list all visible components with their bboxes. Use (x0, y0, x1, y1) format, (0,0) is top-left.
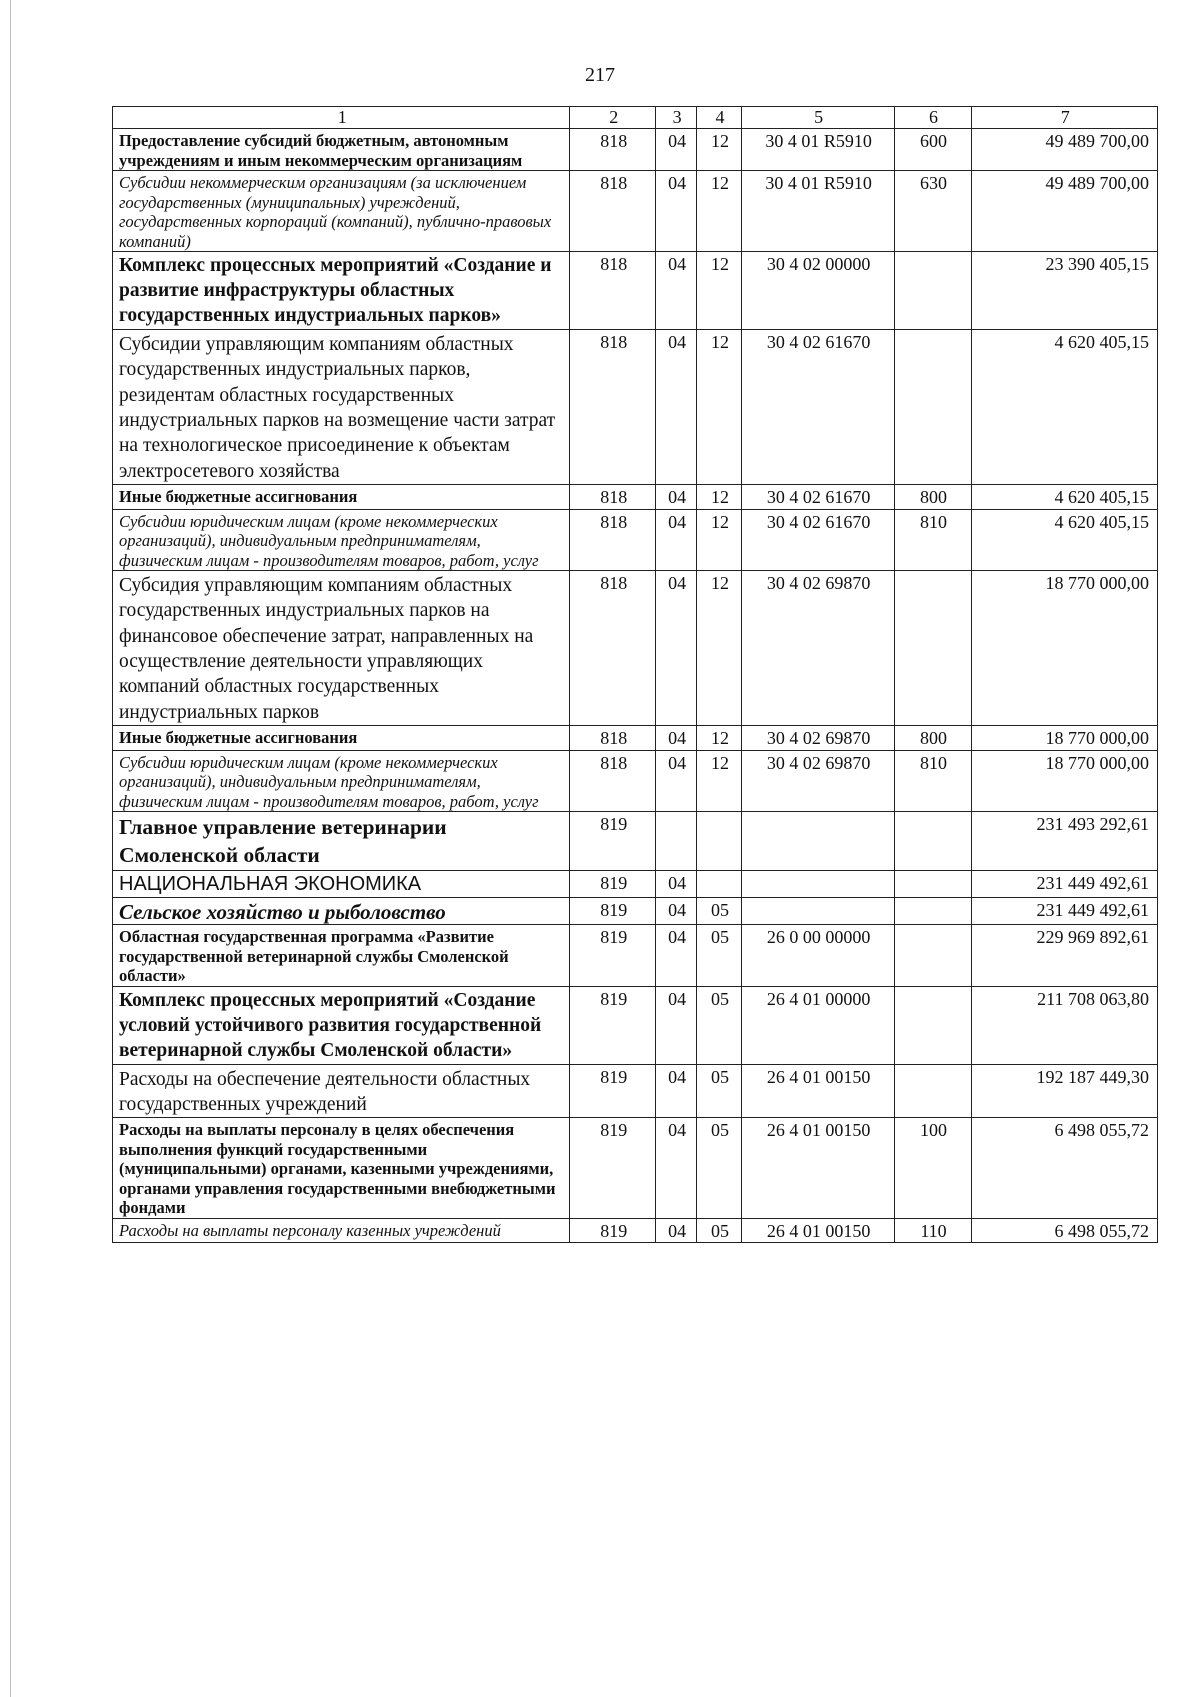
table-row (113, 750, 1158, 811)
subsection-code-cell: 12 (697, 129, 741, 171)
table-row (113, 129, 1158, 171)
scan-edge-line (10, 0, 11, 1697)
section-code-cell: 04 (656, 870, 697, 897)
subsection-code-cell (697, 812, 741, 871)
expense-type-cell (894, 897, 971, 925)
subsection-code-cell: 12 (697, 570, 741, 725)
page-number: 217 (585, 64, 615, 86)
section-code-cell: 04 (656, 329, 697, 484)
section-code-cell: 04 (656, 925, 697, 986)
amount-cell: 229 969 892,61 (971, 925, 1158, 986)
target-article-cell: 30 4 02 61670 (741, 329, 894, 484)
ved-code-cell: 818 (570, 726, 656, 751)
table-row (113, 329, 1158, 484)
ved-code-cell: 818 (570, 129, 656, 171)
row-name-cell: Иные бюджетные ассигнования (113, 726, 570, 751)
ved-code-cell: 819 (570, 812, 656, 871)
ved-code-cell: 818 (570, 484, 656, 509)
amount-cell: 4 620 405,15 (971, 509, 1158, 570)
header-cell: 5 (741, 107, 894, 129)
target-article-cell: 26 0 00 00000 (741, 925, 894, 986)
expense-type-cell (894, 870, 971, 897)
ved-code-cell: 819 (570, 925, 656, 986)
amount-cell: 192 187 449,30 (971, 1064, 1158, 1118)
amount-cell: 4 620 405,15 (971, 329, 1158, 484)
row-name-cell: Иные бюджетные ассигнования (113, 484, 570, 509)
subsection-code-cell: 12 (697, 750, 741, 811)
section-code-cell: 04 (656, 570, 697, 725)
table-row (113, 484, 1158, 509)
section-code-cell (656, 812, 697, 871)
section-code-cell: 04 (656, 897, 697, 925)
ved-code-cell: 819 (570, 870, 656, 897)
section-code-cell: 04 (656, 986, 697, 1064)
amount-cell: 18 770 000,00 (971, 726, 1158, 751)
subsection-code-cell: 05 (697, 986, 741, 1064)
section-code-cell: 04 (656, 509, 697, 570)
target-article-cell: 30 4 02 69870 (741, 570, 894, 725)
target-article-cell: 30 4 01 R5910 (741, 129, 894, 171)
amount-cell: 49 489 700,00 (971, 171, 1158, 252)
expense-type-cell: 100 (894, 1118, 971, 1218)
target-article-cell: 30 4 01 R5910 (741, 171, 894, 252)
table-row (113, 1218, 1158, 1243)
expense-type-cell: 110 (894, 1218, 971, 1243)
table-row (113, 1064, 1158, 1118)
table-row (113, 986, 1158, 1064)
table-body (113, 107, 1158, 1243)
ved-code-cell: 819 (570, 1118, 656, 1218)
ved-code-cell: 818 (570, 329, 656, 484)
row-name-cell: Расходы на выплаты персоналу в целях обеспечения выполнения функций государственными (муниципальными) органами, казенными учреждениями, органами управления государственными внебюджетными фондами (113, 1118, 570, 1218)
ved-code-cell: 818 (570, 750, 656, 811)
row-name-cell: Предоставление субсидий бюджетным, автономным учреждениям и иным некоммерческим организациям (113, 129, 570, 171)
table-row (113, 252, 1158, 330)
target-article-cell: 30 4 02 61670 (741, 484, 894, 509)
subsection-code-cell: 12 (697, 171, 741, 252)
table-row (113, 726, 1158, 751)
header-cell: 1 (113, 107, 570, 129)
table-row (113, 925, 1158, 986)
subsection-code-cell: 12 (697, 484, 741, 509)
expense-type-cell (894, 986, 971, 1064)
header-cell: 6 (894, 107, 971, 129)
section-code-cell: 04 (656, 129, 697, 171)
target-article-cell: 30 4 02 69870 (741, 726, 894, 751)
amount-cell: 49 489 700,00 (971, 129, 1158, 171)
ved-code-cell: 819 (570, 1064, 656, 1118)
table-row (113, 812, 1158, 871)
amount-cell: 211 708 063,80 (971, 986, 1158, 1064)
expense-type-cell (894, 329, 971, 484)
target-article-cell: 30 4 02 00000 (741, 252, 894, 330)
expense-type-cell (894, 1064, 971, 1118)
table-row (113, 870, 1158, 897)
ved-code-cell: 818 (570, 570, 656, 725)
row-name-cell: Субсидии юридическим лицам (кроме некоммерческих организаций), индивидуальным предпринимателям, физическим лицам - производителям товаров, работ, услуг (113, 750, 570, 811)
row-name-cell: Расходы на выплаты персоналу казенных учреждений (113, 1218, 570, 1243)
amount-cell: 18 770 000,00 (971, 750, 1158, 811)
expense-type-cell: 600 (894, 129, 971, 171)
section-code-cell: 04 (656, 171, 697, 252)
subsection-code-cell: 05 (697, 1118, 741, 1218)
row-name-cell: Субсидии юридическим лицам (кроме некоммерческих организаций), индивидуальным предпринимателям, физическим лицам - производителям товаров, работ, услуг (113, 509, 570, 570)
subsection-code-cell: 12 (697, 726, 741, 751)
amount-cell: 231 449 492,61 (971, 870, 1158, 897)
section-code-cell: 04 (656, 1118, 697, 1218)
ved-code-cell: 819 (570, 897, 656, 925)
amount-cell: 6 498 055,72 (971, 1118, 1158, 1218)
expense-type-cell: 810 (894, 509, 971, 570)
amount-cell: 231 493 292,61 (971, 812, 1158, 871)
section-code-cell: 04 (656, 484, 697, 509)
section-code-cell: 04 (656, 726, 697, 751)
target-article-cell (741, 870, 894, 897)
amount-cell: 6 498 055,72 (971, 1218, 1158, 1243)
amount-cell: 4 620 405,15 (971, 484, 1158, 509)
row-name-cell: Сельское хозяйство и рыболовство (113, 897, 570, 925)
target-article-cell (741, 812, 894, 871)
subsection-code-cell: 05 (697, 1064, 741, 1118)
ved-code-cell: 819 (570, 1218, 656, 1243)
table-row (113, 509, 1158, 570)
target-article-cell: 26 4 01 00150 (741, 1218, 894, 1243)
subsection-code-cell: 12 (697, 509, 741, 570)
subsection-code-cell (697, 870, 741, 897)
header-row (113, 107, 1158, 129)
row-name-cell: Субсидия управляющим компаниям областных государственных индустриальных парков на финансовое обеспечение затрат, направленных на осуществление деятельности управляющих компаний областных государственных индустриальных парков (113, 570, 570, 725)
row-name-cell: Главное управление ветеринарии Смоленской области (113, 812, 570, 871)
target-article-cell: 26 4 01 00150 (741, 1064, 894, 1118)
expense-type-cell (894, 252, 971, 330)
expense-type-cell: 630 (894, 171, 971, 252)
row-name-cell: Комплекс процессных мероприятий «Создание и развитие инфраструктуры областных государственных индустриальных парков» (113, 252, 570, 330)
subsection-code-cell: 05 (697, 897, 741, 925)
ved-code-cell: 818 (570, 509, 656, 570)
section-code-cell: 04 (656, 750, 697, 811)
expense-type-cell: 800 (894, 484, 971, 509)
header-cell: 4 (697, 107, 741, 129)
amount-cell: 23 390 405,15 (971, 252, 1158, 330)
row-name-cell: Расходы на обеспечение деятельности областных государственных учреждений (113, 1064, 570, 1118)
amount-cell: 18 770 000,00 (971, 570, 1158, 725)
subsection-code-cell: 12 (697, 252, 741, 330)
header-cell: 2 (570, 107, 656, 129)
table-row (113, 1118, 1158, 1218)
subsection-code-cell: 12 (697, 329, 741, 484)
target-article-cell: 30 4 02 61670 (741, 509, 894, 570)
target-article-cell: 26 4 01 00000 (741, 986, 894, 1064)
table-row (113, 171, 1158, 252)
subsection-code-cell: 05 (697, 1218, 741, 1243)
header-cell: 3 (656, 107, 697, 129)
target-article-cell (741, 897, 894, 925)
amount-cell: 231 449 492,61 (971, 897, 1158, 925)
expense-type-cell: 800 (894, 726, 971, 751)
row-name-cell: Комплекс процессных мероприятий «Создание условий устойчивого развития государственной ветеринарной службы Смоленской области» (113, 986, 570, 1064)
expense-type-cell (894, 570, 971, 725)
target-article-cell: 26 4 01 00150 (741, 1118, 894, 1218)
row-name-cell: Субсидии некоммерческим организациям (за исключением государственных (муниципальных) учреждений, государственных корпораций (компаний), публично-правовых компаний) (113, 171, 570, 252)
target-article-cell: 30 4 02 69870 (741, 750, 894, 811)
section-code-cell: 04 (656, 252, 697, 330)
expense-type-cell (894, 812, 971, 871)
header-cell: 7 (971, 107, 1158, 129)
table-row (113, 570, 1158, 725)
ved-code-cell: 819 (570, 986, 656, 1064)
table-row (113, 897, 1158, 925)
expense-type-cell (894, 925, 971, 986)
row-name-cell: Субсидии управляющим компаниям областных государственных индустриальных парков, резидентам областных государственных индустриальных парков на возмещение части затрат на технологическое присоединение к объектам электросетевого хозяйства (113, 329, 570, 484)
ved-code-cell: 818 (570, 171, 656, 252)
expense-type-cell: 810 (894, 750, 971, 811)
row-name-cell: НАЦИОНАЛЬНАЯ ЭКОНОМИКА (113, 870, 570, 897)
section-code-cell: 04 (656, 1064, 697, 1118)
subsection-code-cell: 05 (697, 925, 741, 986)
section-code-cell: 04 (656, 1218, 697, 1243)
row-name-cell: Областная государственная программа «Развитие государственной ветеринарной службы Смоленской области» (113, 925, 570, 986)
ved-code-cell: 818 (570, 252, 656, 330)
budget-table (112, 106, 1158, 1243)
